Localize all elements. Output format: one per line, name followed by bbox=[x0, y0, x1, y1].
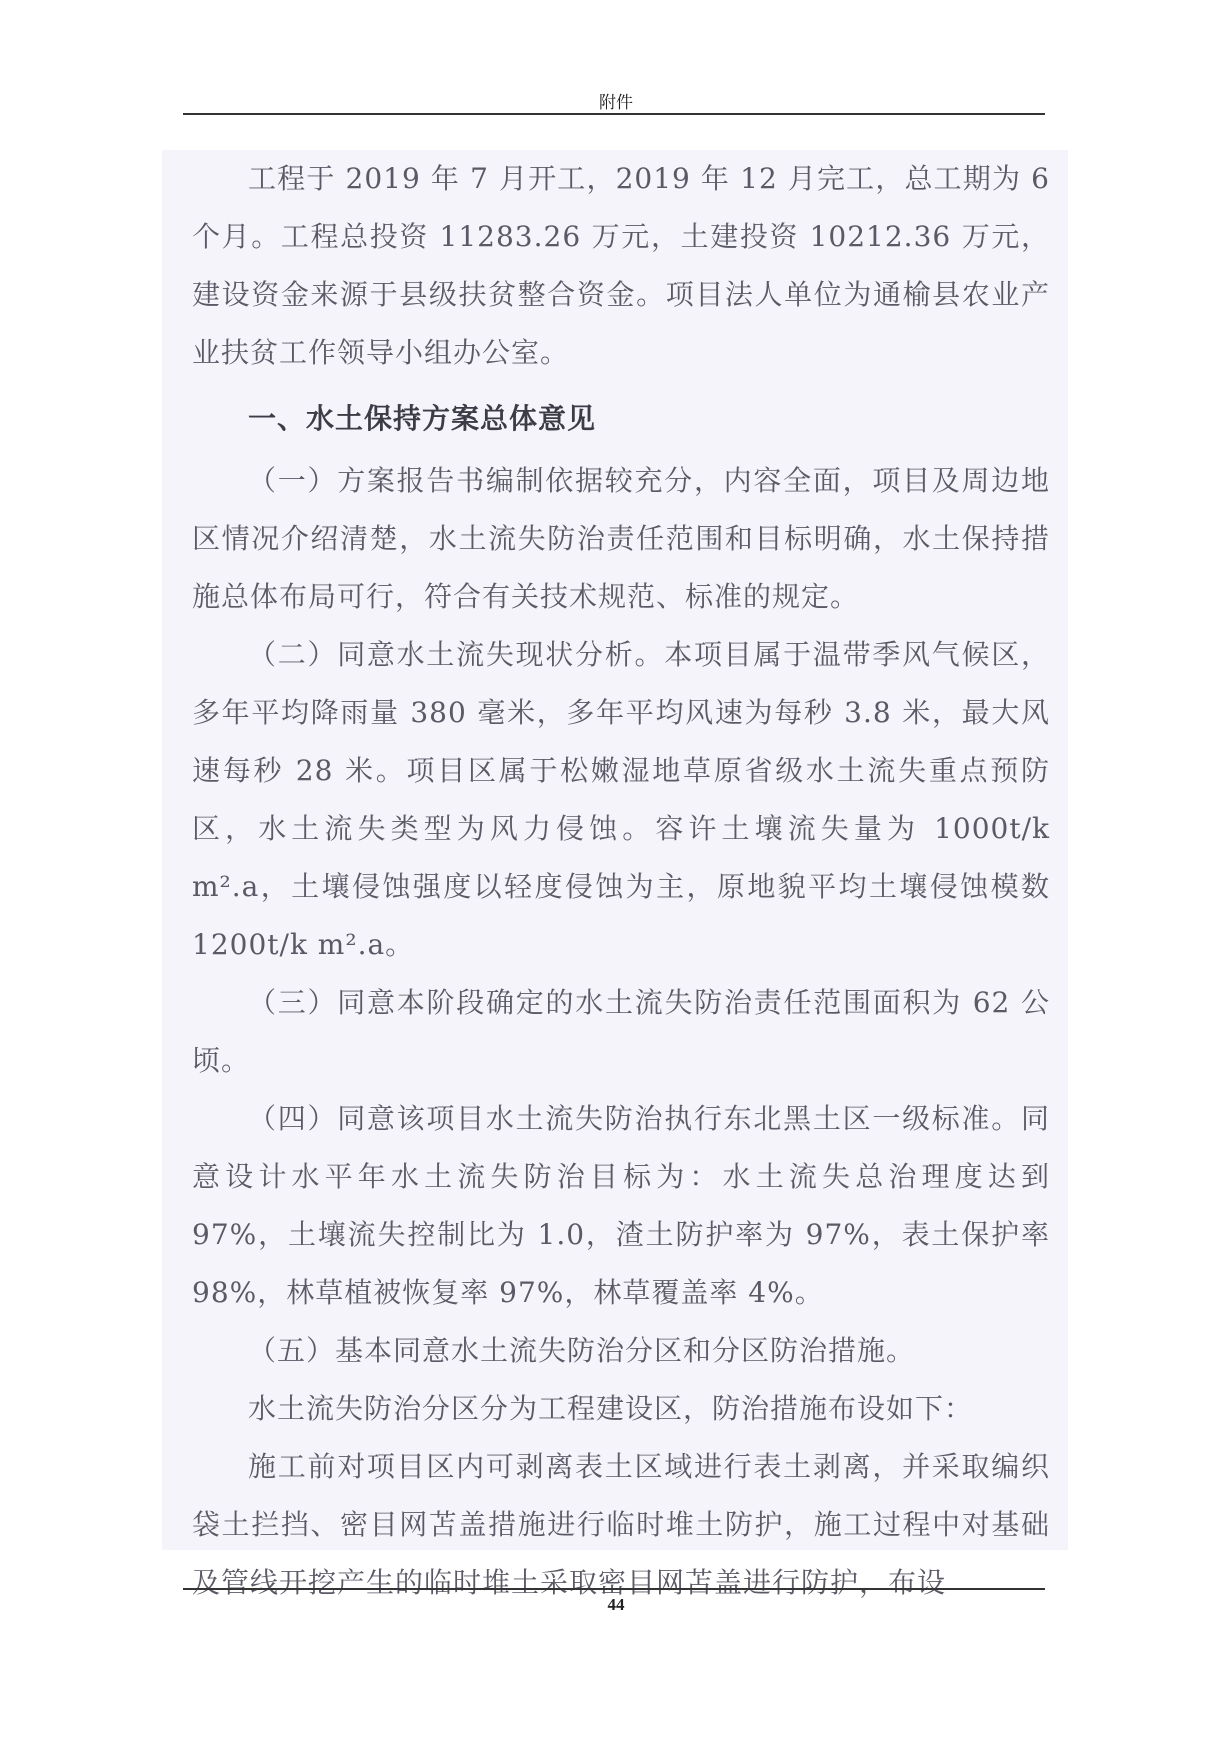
paragraph-measures: 施工前对项目区内可剥离表土区域进行表土剥离，并采取编织袋土拦挡、密目网苫盖措施进行临时堆土防护，施工过程中对基础及管线开挖产生的临时堆土采取密目网苫盖进行防护，布设 bbox=[192, 1450, 1050, 1599]
header-rule bbox=[183, 113, 1045, 115]
paragraph-opinion-3: （三）同意本阶段确定的水土流失防治责任范围面积为 62 公顷。 bbox=[192, 986, 1050, 1077]
paragraph-opinion-2: （二）同意水土流失现状分析。本项目属于温带季风气候区，多年平均降雨量 380 毫米，多年平均风速为每秒 3.8 米，最大风速每秒 28 米。项目区属于松嫩湿地草原省级水土流失重点预防区，水土流失类型为风力侵蚀。容许土壤流失量为 1000t/k m².a，土壤侵蚀强度以轻度侵蚀为主，原地貌平均土壤侵蚀模数 1200t/k m².a。 bbox=[192, 638, 1050, 961]
paragraph-opinion-4: （四）同意该项目水土流失防治执行东北黑土区一级标准。同意设计水平年水土流失防治目标为：水土流失总治理度达到 97%，土壤流失控制比为 1.0，渣土防护率为 97%，表土保护率 98%，林草植被恢复率 97%，林草覆盖率 4%。 bbox=[192, 1102, 1050, 1309]
scanned-page bbox=[162, 150, 1068, 1599]
paragraph-opinion-5: （五）基本同意水土流失防治分区和分区防治措施。 bbox=[248, 1334, 916, 1367]
body-text bbox=[192, 150, 1050, 1612]
page-number: 44 bbox=[607, 1595, 625, 1614]
paragraph-opinion-1: （一）方案报告书编制依据较充分，内容全面，项目及周边地区情况介绍清楚，水土流失防治责任范围和目标明确，水土保持措施总体布局可行，符合有关技术规范、标准的规定。 bbox=[192, 464, 1050, 613]
header-label: 附件 bbox=[599, 93, 633, 113]
section-heading: 一、水土保持方案总体意见 bbox=[248, 402, 597, 435]
paragraph-project-summary: 工程于 2019 年 7 月开工，2019 年 12 月完工，总工期为 6 个月。工程总投资 11283.26 万元，土建投资 10212.36 万元，建设资金来源于县级扶贫整合资金。项目法人单位为通榆县农业产业扶贫工作领导小组办公室。 bbox=[192, 162, 1050, 369]
footer-rule bbox=[183, 1588, 1045, 1590]
paragraph-zoning: 水土流失防治分区分为工程建设区，防治措施布设如下： bbox=[248, 1392, 974, 1425]
